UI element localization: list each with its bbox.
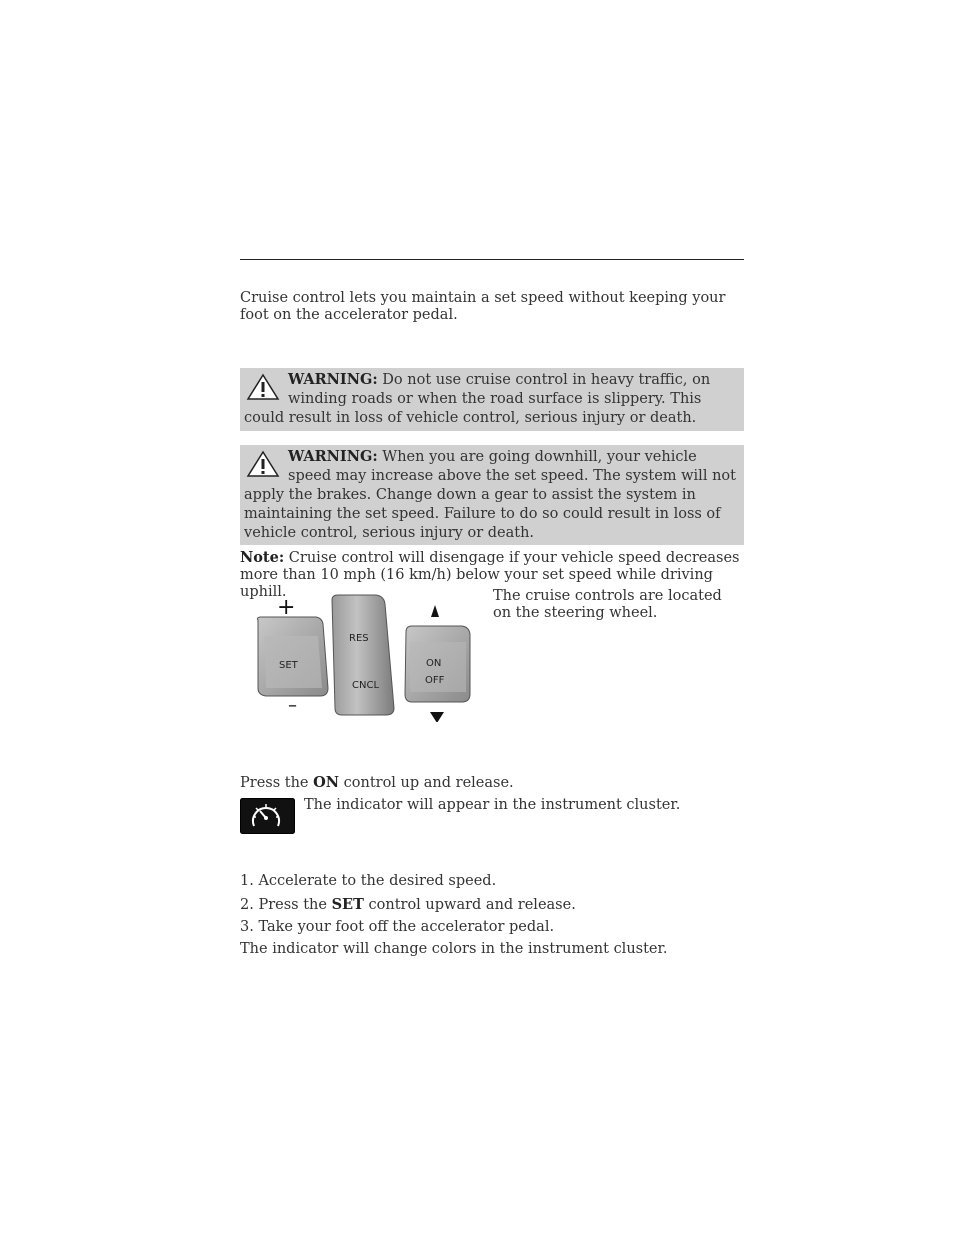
final-paragraph: The indicator will change colors in the instrument cluster. bbox=[240, 941, 668, 957]
switch-on-paragraph bbox=[240, 774, 744, 792]
up-arrow-icon bbox=[431, 605, 439, 617]
step-2-text: 2. Press the bbox=[240, 897, 332, 913]
indicator-paragraph: The indicator will appear in the instrument cluster. bbox=[304, 797, 681, 813]
step-2-text-end: control upward and release. bbox=[363, 897, 576, 913]
on-label: ON bbox=[426, 658, 442, 669]
set-bold: SET bbox=[331, 896, 364, 913]
cruise-control-indicator-icon bbox=[240, 798, 295, 834]
warning-text: When you are going downhill, your vehicle speed may increase above the set speed. The system will not apply the brakes. Change down a gear to assist the system in maintaining the set speed. Failure to do so could result in loss of vehicle control, serious injury or death. bbox=[244, 449, 736, 541]
note-label: Note: bbox=[240, 549, 285, 566]
warning-label: WARNING: bbox=[288, 371, 378, 388]
plus-label: + bbox=[277, 595, 296, 620]
step-1: 1. Accelerate to the desired speed. bbox=[240, 873, 497, 889]
figure-caption: The cruise controls are located on the steering wheel. bbox=[493, 588, 722, 621]
header-rule bbox=[240, 259, 744, 260]
on-bold: ON bbox=[313, 774, 340, 791]
cncl-label: CNCL bbox=[352, 680, 380, 691]
minus-label: – bbox=[288, 695, 297, 716]
warning-box-2 bbox=[240, 445, 744, 545]
intro-paragraph: Cruise control lets you maintain a set speed without keeping your foot on the accelerator pedal. bbox=[240, 290, 726, 323]
down-arrow-icon bbox=[430, 712, 444, 722]
warning-triangle-icon bbox=[246, 372, 280, 402]
step-3: 3. Take your foot off the accelerator pedal. bbox=[240, 919, 555, 935]
warning-triangle-icon bbox=[246, 449, 280, 479]
set-label: SET bbox=[279, 660, 298, 671]
warning-label: WARNING: bbox=[288, 448, 378, 465]
cruise-controls-figure bbox=[244, 592, 480, 722]
res-label: RES bbox=[349, 633, 369, 644]
switch-on-text-end: control up and release. bbox=[339, 775, 514, 791]
note-text: Cruise control will disengage if your vehicle speed decreases more than 10 mph (16 km/h) below your set speed while driving uphill. bbox=[240, 550, 740, 600]
step-2 bbox=[240, 896, 744, 914]
warning-text: Do not use cruise control in heavy traffic, on winding roads or when the road surface is slippery. This could result in loss of vehicle control, serious injury or death. bbox=[244, 372, 711, 426]
switch-on-text: Press the bbox=[240, 775, 314, 791]
warning-box-1 bbox=[240, 368, 744, 431]
res-cncl-button-shape bbox=[332, 595, 394, 715]
off-label: OFF bbox=[425, 675, 445, 686]
